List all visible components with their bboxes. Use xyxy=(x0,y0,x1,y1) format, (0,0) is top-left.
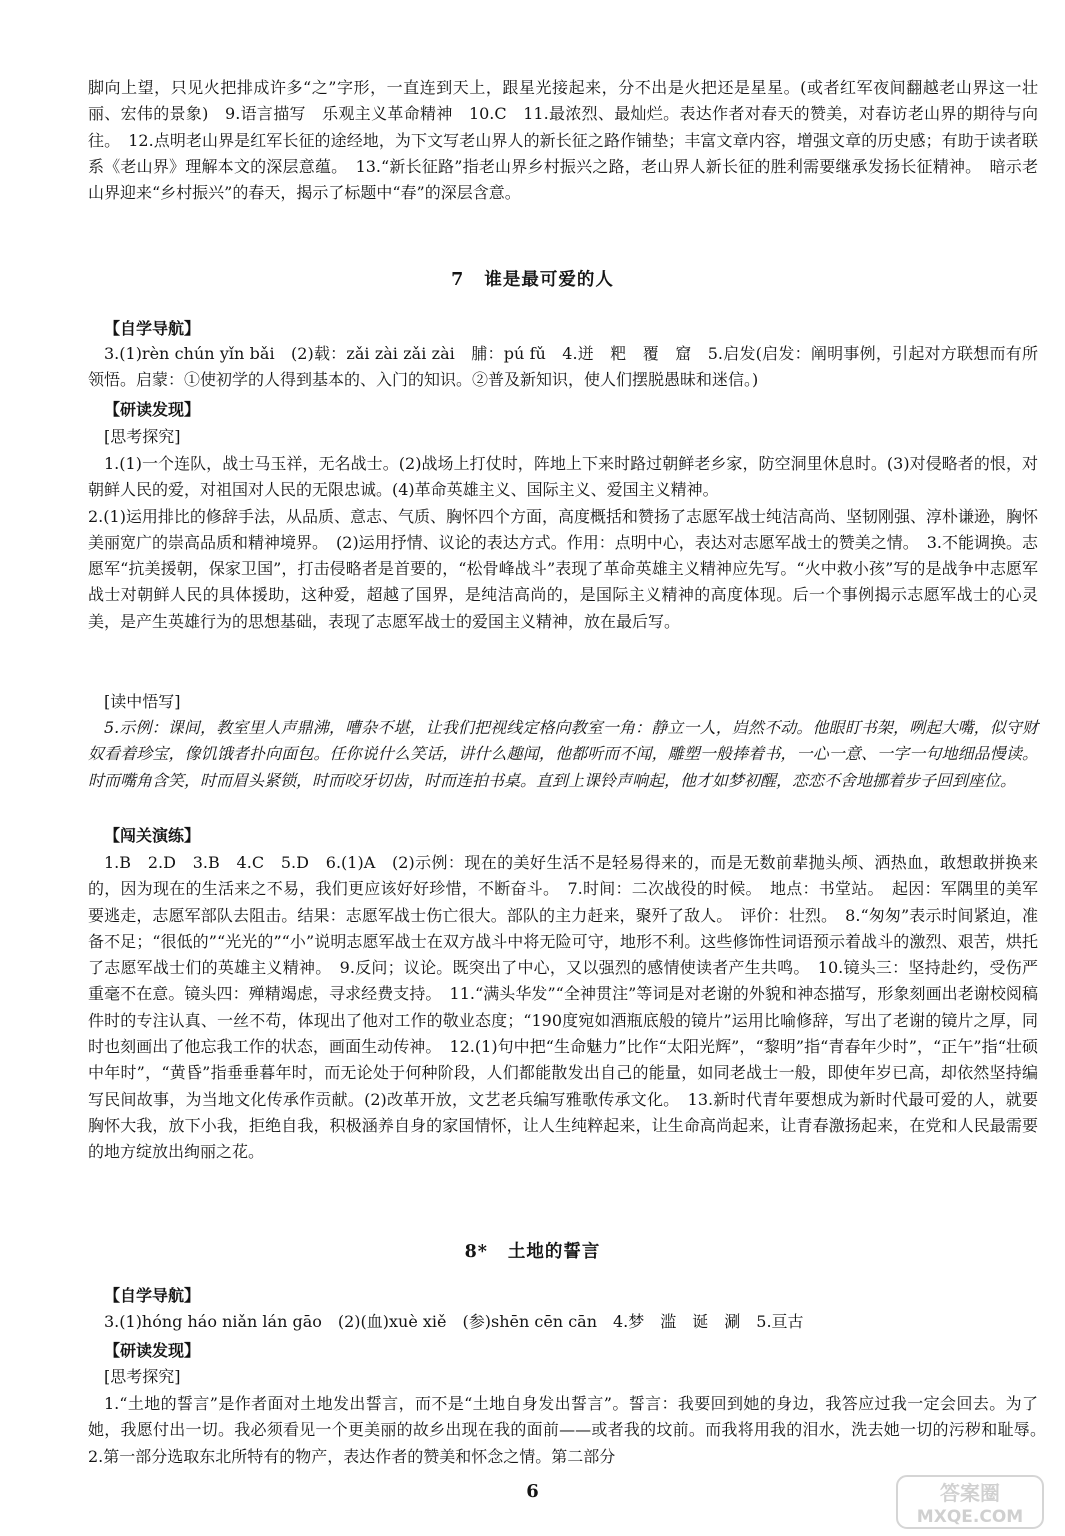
lesson-8-sikao-answer: 1.“土地的誓言”是作者面对土地发出誓言，而不是“土地自身发出誓言”。誓言：我要回到她的身边，我答应过我一定会回去。为了她，我愿付出一切。我必须看见一个更美丽的故乡出现在我的面前——或者我的坟前。而我将用我的泪水，洗去她一切的污秽和耻辱。 2.第一部分选取东北所特有的物产，表达作者的赞美和怀念之情。第二部分 xyxy=(88,1394,1055,1466)
lesson-8-sikao-heading: [思考探究] xyxy=(104,1367,181,1386)
lesson-7-duzhong-block xyxy=(88,715,1038,794)
watermark-logo xyxy=(895,1474,1045,1530)
watermark-bottom-text: MXQE.COM xyxy=(916,1507,1024,1527)
lesson-7-title-text: 谁是最可爱的人 xyxy=(484,270,614,290)
lesson-8-title-text: 土地的誓言 xyxy=(507,1242,601,1262)
lesson-8-yandu-heading: 【研读发现】 xyxy=(104,1341,201,1360)
lesson-7-zixue-answers: 3.(1)rèn chún yǐn bǎi (2)载：zǎi zài zǎi zài 脯：pú fǔ 4.迸 粑 覆 窟 5.启发(启发：阐明事例，引起对方联想而有所领悟。启蒙：①使初学的人得到基本的、入门的知识。②普及新知识，使人们摆脱愚昧和迷信。) xyxy=(88,344,1038,390)
lesson-7-sikao-block xyxy=(88,451,1038,635)
lesson-7-duzhong-heading: [读中悟写] xyxy=(104,692,181,711)
lesson-7-title xyxy=(0,266,1065,291)
lesson-7-chuangguan-block xyxy=(88,850,1038,1166)
intro-text-block xyxy=(88,75,1038,206)
lesson-7-yandu-heading: 【研读发现】 xyxy=(104,400,201,419)
lesson-8-number: 8* xyxy=(464,1242,488,1262)
page-number: 6 xyxy=(526,1481,539,1502)
lesson-7-sikao-answer-1: 1.(1)一个连队，战士马玉祥，无名战士。(2)战场上打仗时，阵地上下来时路过朝鲜老乡家，防空洞里休息时。(3)对侵略者的恨，对朝鲜人民的爱，对祖国对人民的无限忠诚。(4)革命英雄主义、国际主义、爱国主义精神。 xyxy=(88,454,1038,500)
lesson-8-zixue-answers: 3.(1)hóng háo niǎn lán gāo (2)(血)xuè xiě (参)shēn cēn cān 4.梦 滥 诞 涮 5.亘古 xyxy=(104,1312,804,1331)
lesson-7-chuangguan-answers: 1.B 2.D 3.B 4.C 5.D 6.(1)A (2)示例：现在的美好生活不是轻易得来的，而是无数前辈抛头颅、洒热血，敢想敢拼换来的，因为现在的生活来之不易，我们更应该好好珍惜，不断奋斗。 7.时间：二次战役的时候。 地点：书堂站。 起因：军隅里的美军要逃走，志愿军部队去阻击。结果：志愿军战士伤亡很大。部队的主力赶来，聚歼了敌人。 评价：壮烈。 8.“匆匆”表示时间紧迫，准备不足；“很低的”“光光的”“小”说明志愿军战士在双方战斗中将无险可守，地形不利。这些修饰性词语预示着战斗的激烈、艰苦，烘托了志愿军战士们的英雄主义精神。 9.反问；议论。既突出了中心，又以强烈的感情使读者产生共鸣。 10.镜头三：坚持赴约，受伤严重毫不在意。镜头四：殚精竭虑，寻求经费支持。 11.“满头华发”“全神贯注”等词是对老谢的外貌和神态描写，形象刻画出老谢校阅稿件时的专注认真、一丝不苟，体现出了他对工作的敬业态度；“190度宛如酒瓶底般的镜片”运用比喻修辞，写出了老谢的镜片之厚，同时也刻画出了他忘我工作的状态，画面生动传神。 12.(1)句中把“生命魅力”比作“太阳光辉”，“黎明”指“青春年少时”，“正午”指“壮硕中年时”，“黄昏”指垂垂暮年时，而无论处于何种阶段，人们都能散发出自己的能量，如同老战士一般，即使年岁已高，却依然坚持编写民间故事，为当地文化传承作贡献。(2)改革开放，文艺老兵编写雅歌传承文化。 13.新时代青年要想成为新时代最可爱的人，就要胸怀大我，放下小我，拒绝自我，积极涵养自身的家国情怀，让人生纯粹起来，让生命高尚起来，让青春激扬起来，在党和人民最需要的地方绽放出绚丽之花。 xyxy=(88,853,1038,1162)
lesson-7-sikao-heading: [思考探究] xyxy=(104,427,181,446)
lesson-8-zixue-block xyxy=(88,1309,1038,1335)
lesson-8-title xyxy=(0,1238,1065,1263)
lesson-7-duzhong-answer: 5.示例：课间，教室里人声鼎沸，嘈杂不堪，让我们把视线定格向教室一角：静立一人，岿然不动。他眼盯书架，咧起大嘴，似守财奴看着珍宝，像饥饿者扑向面包。任你说什么笑话，讲什么趣闻，他都听而不闻，雕塑一般捧着书，一心一意、一字一句地细品慢读。时而嘴角含笑，时而眉头紧锁，时而咬牙切齿，时而连拍书桌。直到上课铃声响起，他才如梦初醒，恋恋不舍地挪着步子回到座位。 xyxy=(88,718,1038,790)
lesson-8-zixue-heading: 【自学导航】 xyxy=(104,1286,201,1305)
lesson-8-sikao-block xyxy=(88,1391,1055,1470)
lesson-7-number: 7 xyxy=(451,270,465,290)
lesson-7-zixue-heading: 【自学导航】 xyxy=(104,319,201,338)
watermark-top-text: 答案圈 xyxy=(940,1481,1000,1505)
intro-paragraph: 脚向上望，只见火把排成许多“之”字形，一直连到天上，跟星光接起来，分不出是火把还是星星。(或者红军夜间翻越老山界这一壮丽、宏伟的景象) 9.语言描写 乐观主义革命精神 10.C 11.最浓烈、最灿烂。表达作者对春天的赞美，对春访老山界的期待与向往。 12.点明老山界是红军长征的途经地，为下文写老山界人的新长征之路作铺垫；丰富文章内容，增强文章的历史感；有助于读者联系《老山界》理解本文的深层意蕴。 13.“新长征路”指老山界乡村振兴之路，老山界人新长征的胜利需要继承发扬长征精神。 暗示老山界迎来“乡村振兴”的春天，揭示了标题中“春”的深层含意。 xyxy=(88,78,1038,203)
lesson-7-zixue-block xyxy=(88,341,1038,394)
lesson-7-sikao-answer-2: 2.(1)运用排比的修辞手法，从品质、意志、气质、胸怀四个方面，高度概括和赞扬了志愿军战士纯洁高尚、坚韧刚强、淳朴谦逊，胸怀美丽宽广的崇高品质和精神境界。 (2)运用抒情、议论的表达方式。作用：点明中心，表达对志愿军战士的赞美之情。 3.不能调换。志愿军“抗美援朝，保家卫国”，打击侵略者是首要的，“松骨峰战斗”表现了革命英雄主义精神应先写。“火中救小孩”写的是战争中志愿军战士对朝鲜人民的具体援助，这种爱，超越了国界，是纯洁高尚的，是国际主义精神的高度体现。后一个事例揭示志愿军战士的心灵美，是产生英雄行为的思想基础，表现了志愿军战士的爱国主义精神，放在最后写。 xyxy=(88,506,1038,631)
lesson-7-chuangguan-heading: 【闯关演练】 xyxy=(104,826,201,845)
